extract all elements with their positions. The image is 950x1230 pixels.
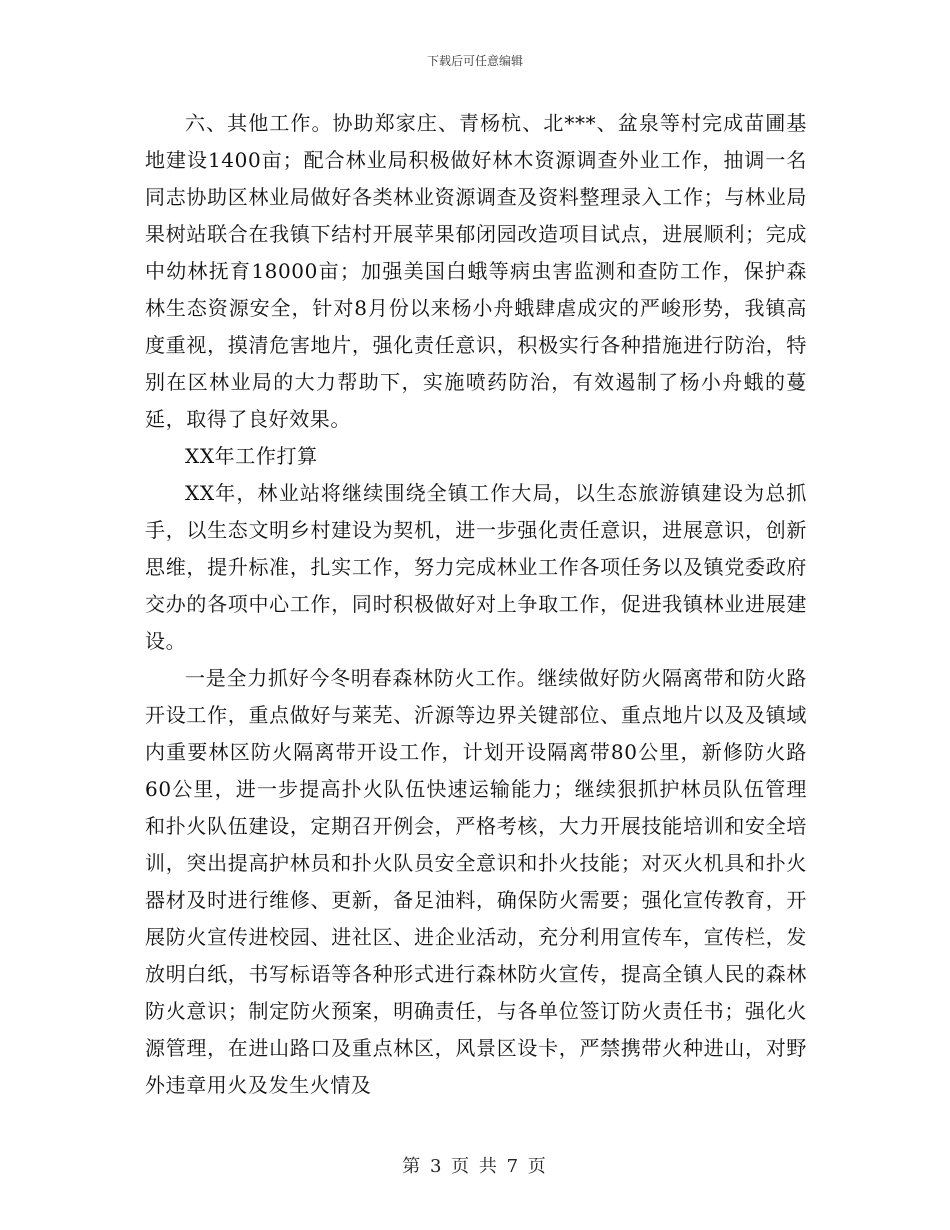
paragraph-fire-prevention: 一是全力抓好今冬明春森林防火工作。继续做好防火隔离带和防火路开设工作，重点做好与莱芜、沂源等边界关键部位、重点地片以及及镇域内重要林区防火隔离带开设工作，计划开设隔离带80公里，新修防火路60公里，进一步提高扑火队伍快速运输能力；继续狠抓护林员队伍管理和扑火队伍建设，定期召开例会，严格考核，大力开展技能培训和安全培训，突出提高护林员和扑火队员安全意识和扑火技能；对灭火机具和扑火器材及时进行维修、更新，备足油料，确保防火需要；强化宣传教育，开展防火宣传进校园、进社区、进企业活动，充分利用宣传车，宣传栏，发放明白纸，书写标语等各种形式进行森林防火宣传，提高全镇人民的森林防火意识；制定防火预案，明确责任，与各单位签订防火责任书；强化火源管理，在进山路口及重点林区，风景区设卡，严禁携带火种进山，对野外违章用火及发生火情及 xyxy=(145,666,807,1097)
section-heading-work-plan: XX年工作打算 xyxy=(185,444,318,468)
page-number: 第 3 页 共 7 页 xyxy=(402,1156,548,1177)
document-body xyxy=(145,105,807,1104)
page-header: 下载后可任意编辑 xyxy=(426,54,523,68)
paragraph-other-work: 六、其他工作。协助郑家庄、青杨杭、北***、盆泉等村完成苗圃基地建设1400亩；配合林业局积极做好林木资源调查外业工作，抽调一名同志协助区林业局做好各类林业资源调查及资料整理录入工作；与林业局果树站联合在我镇下结村开展苹果郁闭园改造项目试点，进展顺利；完成中幼林抚育18000亩；加强美国白蛾等病虫害监测和查防工作，保护森林生态资源安全，针对8月份以来杨小舟蛾肆虐成灾的严峻形势，我镇高度重视，摸清危害地片，强化责任意识，积极实行各种措施进行防治，特别在区林业局的大力帮助下，实施喷药防治，有效遏制了杨小舟蛾的蔓延，取得了良好效果。 xyxy=(145,111,807,431)
paragraph-plan-intro: XX年，林业站将继续围绕全镇工作大局，以生态旅游镇建设为总抓手，以生态文明乡村建设为契机，进一步强化责任意识，进展意识，创新思维，提升标准，扎实工作，努力完成林业工作各项任务以及镇党委政府交办的各项中心工作，同时积极做好对上争取工作，促进我镇林业进展建设。 xyxy=(145,481,807,653)
